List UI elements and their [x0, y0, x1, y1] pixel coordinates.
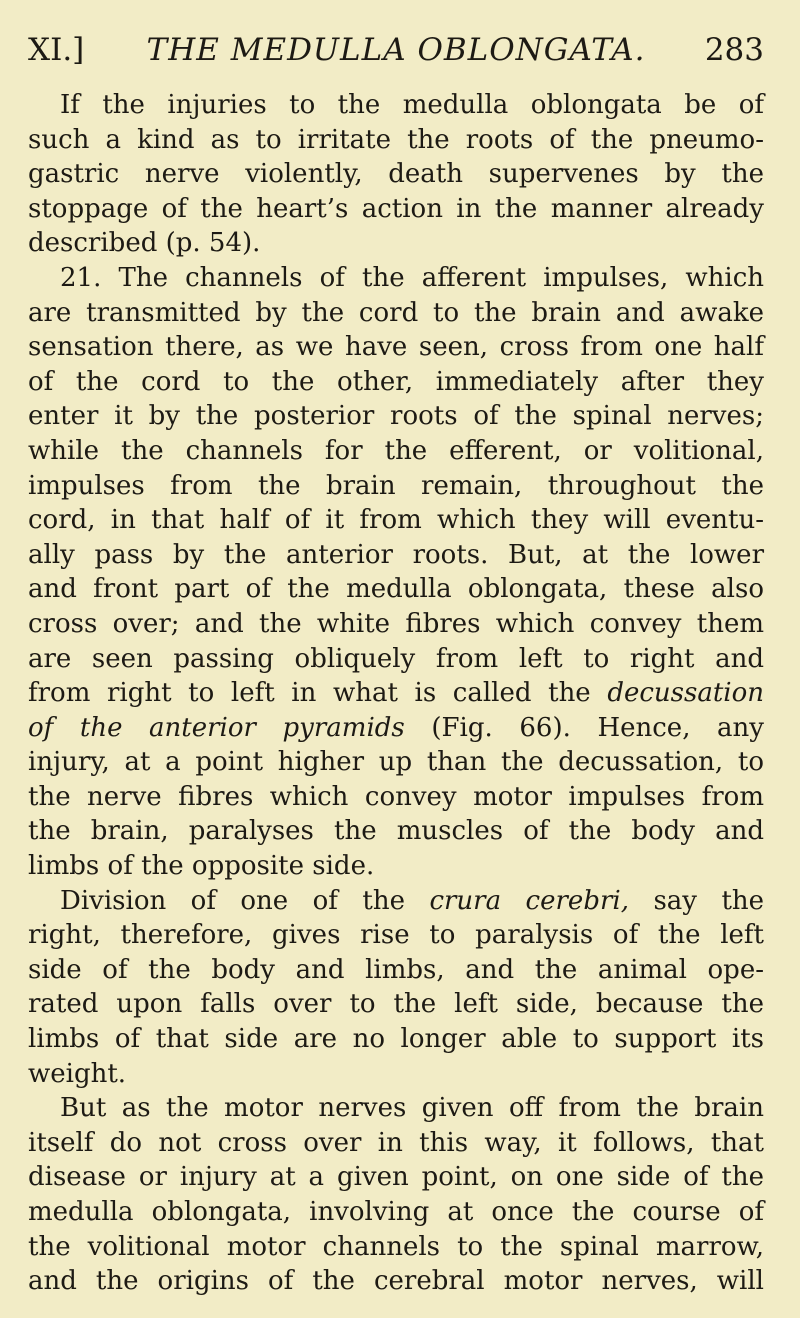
text-line [28, 711, 764, 746]
text-line: right, therefore, gives rise to paralysis of the left [28, 920, 764, 951]
text-line: rated upon falls over to the left side, because the [28, 989, 764, 1020]
text-line: described (p. 54). [28, 228, 261, 259]
chapter-number: XI.] [28, 32, 85, 68]
italic-term: of the anterior pyramids [28, 712, 405, 743]
running-head [28, 28, 764, 72]
text-line: But as the motor nerves given off from the brain [60, 1093, 764, 1124]
text-line: are seen passing obliquely from left to right and [28, 643, 764, 674]
text-line: and front part of the medulla oblongata, these also [28, 574, 764, 605]
text-segment: Division of one of the [60, 885, 405, 916]
text-line: while the channels for the efferent, or volitional, [28, 435, 764, 466]
text-line: enter it by the posterior roots of the spinal nerves; [28, 401, 764, 432]
text-line: gastric nerve violently, death supervenes by the [28, 159, 764, 190]
text-segment: say the [653, 885, 765, 916]
page-number: 283 [704, 32, 764, 68]
text-line: itself do not cross over in this way, it follows, that [28, 1127, 764, 1158]
text-line: ally pass by the anterior roots. But, at the lower [28, 539, 764, 570]
text-line: If the injuries to the medulla oblongata be of [60, 90, 764, 120]
text-line: cross over; and the white fibres which convey them [28, 608, 764, 639]
text-line: such a kind as to irritate the roots of the pneumo- [28, 124, 764, 155]
italic-term: decussation [607, 678, 765, 709]
text-line: 21. The channels of the afferent impulses, which [60, 262, 764, 293]
text-segment: from right to left in what is called the [28, 678, 591, 709]
text-line: weight. [28, 1058, 127, 1089]
text-line: of the cord to the other, immediately after they [28, 366, 764, 397]
italic-term: crura cerebri, [429, 885, 629, 916]
running-title: THE MEDULLA OBLONGATA. [146, 32, 646, 68]
text-line: the nerve fibres which convey motor impulses from [28, 781, 764, 812]
text-line: are transmitted by the cord to the brain and awake [28, 297, 764, 328]
text-line [28, 884, 764, 919]
text-line: disease or injury at a given point, on one side of the [28, 1162, 764, 1193]
text-line: limbs of that side are no longer able to support its [28, 1024, 764, 1055]
text-line: stoppage of the heart’s action in the manner already [28, 193, 764, 224]
text-line: and the origins of the cerebral motor nerves, will [28, 1266, 764, 1297]
text-line: the volitional motor channels to the spinal marrow, [28, 1231, 764, 1262]
text-line: impulses from the brain remain, throughout the [28, 470, 764, 501]
text-line: cord, in that half of it from which they will eventu- [28, 505, 764, 536]
text-line: side of the body and limbs, and the animal ope- [28, 954, 764, 985]
text-line: medulla oblongata, involving at once the course of [28, 1197, 764, 1227]
text-line: limbs of the opposite side. [28, 851, 375, 882]
body-text [28, 88, 764, 1299]
text-line [28, 676, 764, 711]
text-line: sensation there, as we have seen, cross from one half [28, 332, 764, 363]
text-line: the brain, paralyses the muscles of the body and [28, 816, 764, 847]
text-segment: (Fig. 66). Hence, any [431, 712, 764, 743]
text-line: injury, at a point higher up than the decussation, to [28, 747, 764, 778]
